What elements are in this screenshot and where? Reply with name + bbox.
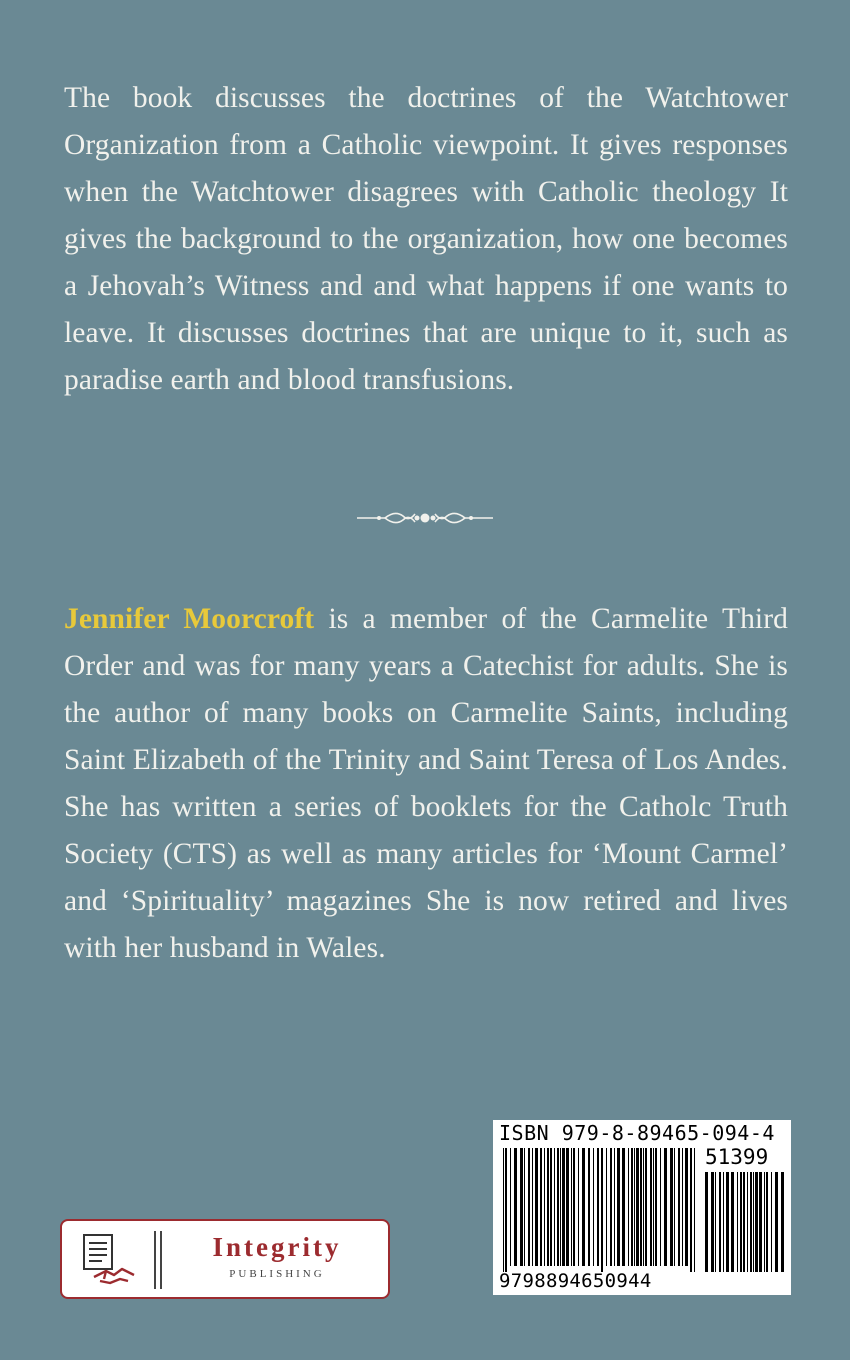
barcode-bar [562, 1148, 565, 1266]
barcode-bar [610, 1148, 612, 1266]
barcode-bar [606, 1148, 607, 1266]
barcode-bar [593, 1148, 594, 1266]
barcode-bar [614, 1148, 615, 1266]
barcode-bar [528, 1148, 530, 1266]
barcode-bar [670, 1148, 673, 1266]
barcode-bar [775, 1172, 778, 1272]
barcode-bar [755, 1172, 758, 1272]
author-bio-text: is a member of the Carmelite Third Order and was for many years a Catechist for adults. She is the author of many books on Carmelite Saints, including Saint Elizabeth of the Trinity and Saint Teresa of Los Andes. She has written a series of booklets for the Catholc Truth Society (CTS) as well as many articles for ‘Mount Carmel’ and ‘Spirituality’ magazines She is now retired and lives with her husband in Wales. [64, 603, 788, 964]
publisher-subtitle: PUBLISHING [229, 1268, 325, 1280]
barcode-bar [532, 1148, 533, 1266]
barcode-bar [743, 1172, 745, 1272]
barcode-bar [622, 1148, 625, 1266]
price-code: 51399 [705, 1145, 769, 1169]
barcode-bar [655, 1148, 657, 1266]
barcode-bar [660, 1148, 661, 1266]
barcode-bar [540, 1148, 542, 1266]
barcode-bar [766, 1172, 768, 1272]
barcode-bar [503, 1148, 504, 1272]
barcode-bar [524, 1148, 525, 1266]
barcode-bar [617, 1148, 620, 1266]
barcode-bar [650, 1148, 652, 1266]
barcode-bar [726, 1172, 729, 1272]
barcode-bar [705, 1172, 708, 1272]
barcode-bar [753, 1172, 754, 1272]
barcode-bar [719, 1172, 721, 1272]
barcode-bar [653, 1148, 654, 1266]
barcode-bar [781, 1172, 784, 1272]
barcode-bar [682, 1148, 683, 1266]
barcode-bar [737, 1172, 738, 1272]
barcode-bar [694, 1148, 695, 1272]
barcode-bar [631, 1148, 633, 1266]
barcode-bar [764, 1172, 765, 1272]
barcode-bar [547, 1148, 549, 1266]
barcode-bar [601, 1148, 603, 1272]
barcode-bar [711, 1172, 714, 1272]
barcode-bar [643, 1148, 644, 1266]
publisher-name: Integrity [212, 1232, 342, 1262]
barcode-bar [554, 1148, 555, 1266]
barcode-bar [582, 1148, 585, 1266]
barcode-bar [690, 1148, 692, 1272]
barcode-bar [597, 1148, 599, 1266]
barcode-bar [645, 1148, 647, 1266]
barcode-bar [514, 1148, 517, 1266]
barcode-bar [636, 1148, 639, 1266]
ean-number: 9798894650944 [499, 1270, 652, 1292]
publisher-logo [60, 1219, 390, 1299]
barcode-bar [723, 1172, 724, 1272]
author-bio [64, 596, 788, 972]
barcode-bar [685, 1148, 688, 1266]
barcode-bar [566, 1148, 569, 1266]
barcode-bar [771, 1172, 772, 1272]
barcode-bar [573, 1148, 575, 1266]
barcode-bar [510, 1148, 511, 1266]
document-handshake-icon [74, 1229, 146, 1291]
barcode-bar [628, 1148, 629, 1266]
barcode-bar [674, 1148, 675, 1266]
barcode-bar [747, 1172, 748, 1272]
isbn-barcode [493, 1120, 791, 1295]
barcode-bar [505, 1148, 507, 1272]
logo-divider [160, 1231, 162, 1289]
barcode-bar [535, 1148, 538, 1266]
book-description: The book discusses the doctrines of the Watchtower Organization from a Catholic viewpoint. It gives responses when the Watchtower disagrees with Catholic theology It gives the background to the organization, how one becomes a Jehovah’s Witness and and what happens if one wants to leave. It discusses doctrines that are unique to it, such as paradise earth and blood transfusions. [64, 82, 788, 396]
barcode-bar [731, 1172, 734, 1272]
barcode-bar [560, 1148, 561, 1266]
barcode-bar [740, 1172, 742, 1272]
barcode-bar [664, 1148, 667, 1266]
barcode-bar [715, 1172, 716, 1272]
barcode-bar [550, 1148, 552, 1266]
barcode-bar [544, 1148, 545, 1266]
ornament-divider-icon [355, 500, 495, 536]
barcode-bar [759, 1172, 762, 1272]
barcode-bar [678, 1148, 680, 1266]
barcode-bar [634, 1148, 635, 1266]
barcode-bar [750, 1172, 752, 1272]
logo-divider [154, 1231, 156, 1289]
barcode-bar [588, 1148, 590, 1266]
barcode-bar [520, 1148, 523, 1266]
barcode-bar [571, 1148, 572, 1266]
barcode-bar [557, 1148, 559, 1266]
barcode-bar [640, 1148, 642, 1266]
isbn-label: ISBN 979-8-89465-094-4 [499, 1121, 775, 1145]
author-name: Jennifer Moorcroft [64, 603, 315, 635]
barcode-bar [578, 1148, 579, 1266]
